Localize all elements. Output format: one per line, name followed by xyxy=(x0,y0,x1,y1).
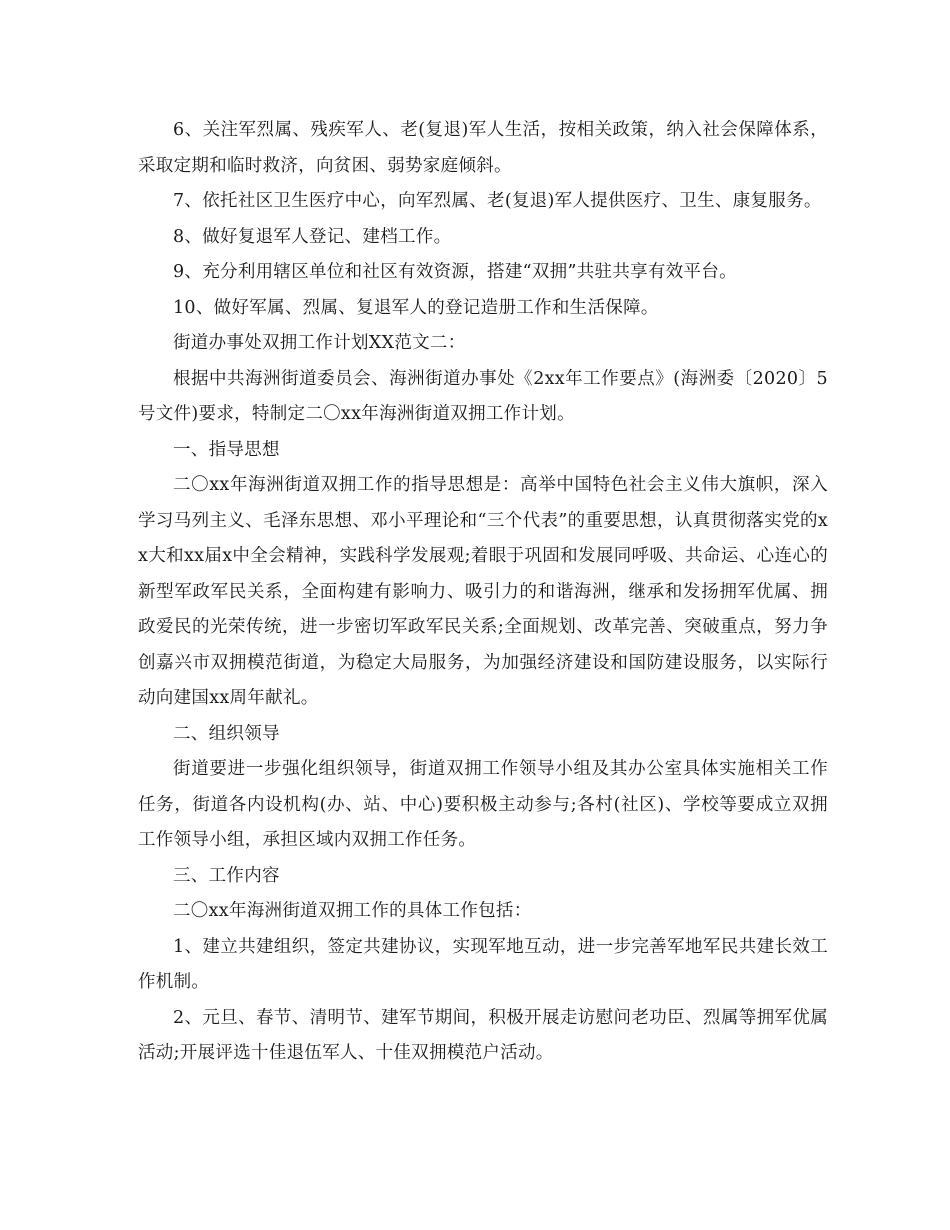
paragraph-item-9: 9、充分利用辖区单位和社区有效资源，搭建“双拥”共驻共享有效平台。 xyxy=(173,262,737,282)
section-heading-sample-two: 街道办事处双拥工作计划XX范文二： xyxy=(173,333,466,353)
work-item-1: 1、建立共建组织，签定共建协议，实现军地互动，进一步完善军地军民共建长效工作机制。 xyxy=(138,936,828,992)
work-content-intro: 二〇xx年海洲街道双拥工作的具体工作包括： xyxy=(173,901,532,921)
organization-leadership-paragraph: 街道要进一步强化组织领导，街道双拥工作领导小组及其办公室具体实施相关工作任务，街道各内设机构(办、站、中心)要积极主动参与;各村(社区)、学校等要成立双拥工作领导小组，承担区域内双拥工作任务。 xyxy=(138,759,828,850)
document-body xyxy=(138,113,828,1072)
heading-guiding-ideology: 一、指导思想 xyxy=(173,439,280,460)
paragraph-item-10: 10、做好军属、烈属、复退军人的登记造册工作和生活保障。 xyxy=(173,297,659,318)
paragraph-item-8: 8、做好复退军人登记、建档工作。 xyxy=(173,226,452,247)
work-item-2: 2、元旦、春节、清明节、建军节期间，积极开展走访慰问老功臣、烈属等拥军优属活动;开展评选十佳退伍军人、十佳双拥模范户活动。 xyxy=(138,1007,828,1063)
intro-paragraph: 根据中共海洲街道委员会、海洲街道办事处《2xx年工作要点》(海洲委〔2020〕5号文件)要求，特制定二〇xx年海洲街道双拥工作计划。 xyxy=(138,368,828,424)
paragraph-item-6: 6、关注军烈属、残疾军人、老(复退)军人生活，按相关政策，纳入社会保障体系，采取定期和临时救济，向贫困、弱势家庭倾斜。 xyxy=(138,120,828,176)
paragraph-item-7: 7、依托社区卫生医疗中心，向军烈属、老(复退)军人提供医疗、卫生、康复服务。 xyxy=(173,191,822,211)
heading-organization-leadership: 二、组织领导 xyxy=(173,723,280,744)
heading-work-content: 三、工作内容 xyxy=(173,865,280,886)
guiding-ideology-paragraph: 二〇xx年海洲街道双拥工作的指导思想是：高举中国特色社会主义伟大旗帜，深入学习马列主义、毛泽东思想、邓小平理论和“三个代表”的重要思想，认真贯彻落实党的xx大和xx届x中全会精神，实践科学发展观;着眼于巩固和发展同呼吸、共命运、心连心的新型军政军民关系，全面构建有影响力、吸引力的和谐海洲，继承和发扬拥军优属、拥政爱民的光荣传统，进一步密切军政军民关系;全面规划、改革完善、突破重点，努力争创嘉兴市双拥模范街道，为稳定大局服务，为加强经济建设和国防建设服务，以实际行动向建国xx周年献礼。 xyxy=(138,475,828,708)
